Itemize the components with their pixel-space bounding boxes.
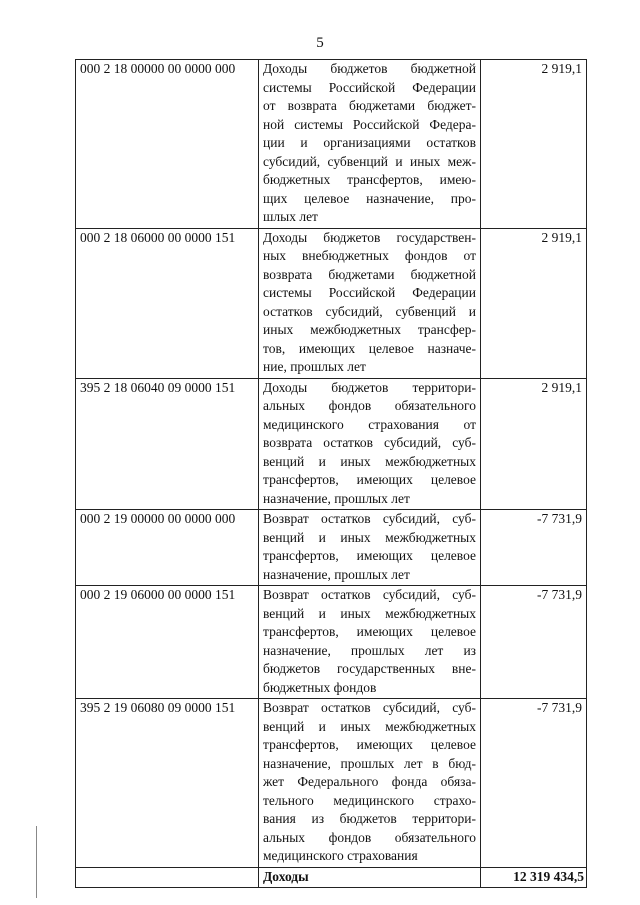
revenue-name-line: бюджетных фондов xyxy=(263,679,377,695)
revenue-name-line: венций и иных межбюджетных xyxy=(263,453,476,469)
revenue-name-line: возврата бюджетами бюджетной xyxy=(263,266,476,282)
revenue-name-line: бюджетных трансфертов, имею- xyxy=(263,172,476,187)
revenue-name-line: назначение, прошлых лет в бюд- xyxy=(263,755,476,771)
revenue-name-line: назначение, прошлых лет из xyxy=(263,642,476,658)
budget-code-cell: 395 2 19 06080 09 0000 151 xyxy=(76,699,259,868)
revenue-name-line: венций и иных межбюджетных xyxy=(263,605,476,621)
revenue-name-line: ных внебюджетных фондов от xyxy=(263,248,476,263)
amount-cell: 2 919,1 xyxy=(481,228,587,378)
total-row xyxy=(76,867,587,888)
budget-code-cell: 395 2 18 06040 09 0000 151 xyxy=(76,378,259,510)
revenue-name-cell xyxy=(259,228,481,378)
table-row xyxy=(76,699,587,868)
amount-cell: 2 919,1 xyxy=(481,378,587,510)
revenue-name-line: Доходы бюджетов территори- xyxy=(263,379,476,395)
revenue-name-line: жет Федерального фонда обяза- xyxy=(263,774,476,789)
budget-revenue-table xyxy=(75,59,587,888)
scan-margin-line xyxy=(36,826,37,898)
revenue-name-cell xyxy=(259,378,481,510)
revenue-name-line: щих целевое назначение, про- xyxy=(263,190,476,206)
total-code-cell xyxy=(76,867,259,888)
revenue-name-line: системы Российской Федерации xyxy=(263,285,476,300)
revenue-name-line: остатков субсидий, субвенций и xyxy=(263,303,476,319)
page-number: 5 xyxy=(316,35,324,51)
revenue-name-line: трансфертов, имеющих целевое xyxy=(263,472,476,487)
revenue-name-line: вания из бюджетов территори- xyxy=(263,811,476,826)
total-amount-cell: 12 319 434,5 xyxy=(481,867,587,888)
revenue-name-line: альных фондов обязательного xyxy=(263,829,476,845)
budget-code-cell: 000 2 19 06000 00 0000 151 xyxy=(76,586,259,699)
revenue-name-line: назначение, прошлых лет xyxy=(263,566,410,582)
table-row xyxy=(76,378,587,510)
revenue-name-line: альных фондов обязательного xyxy=(263,398,476,413)
revenue-name-line: иных межбюджетных трансфер- xyxy=(263,322,476,337)
revenue-name-line: Возврат остатков субсидий, суб- xyxy=(263,511,476,526)
revenue-name-cell xyxy=(259,60,481,229)
table-row xyxy=(76,510,587,586)
revenue-name-line: ние, прошлых лет xyxy=(263,359,366,374)
revenue-name-line: венций и иных межбюджетных xyxy=(263,718,476,734)
revenue-name-line: Доходы бюджетов бюджетной xyxy=(263,61,476,76)
table-body xyxy=(76,60,587,888)
revenue-name-cell xyxy=(259,510,481,586)
revenue-name-line: трансфертов, имеющих целевое xyxy=(263,548,476,563)
revenue-name-line: бюджетов государственных вне- xyxy=(263,661,476,676)
revenue-name-line: шлых лет xyxy=(263,209,318,224)
revenue-name-line: назначение, прошлых лет xyxy=(263,490,410,506)
budget-code-cell: 000 2 19 00000 00 0000 000 xyxy=(76,510,259,586)
budget-code-cell: 000 2 18 06000 00 0000 151 xyxy=(76,228,259,378)
revenue-name-line: возврата остатков субсидий, суб- xyxy=(263,435,476,450)
revenue-name-line: от возврата бюджетами бюджет- xyxy=(263,98,476,113)
table-row xyxy=(76,586,587,699)
revenue-name-line: Возврат остатков субсидий, суб- xyxy=(263,700,476,715)
revenue-name-line: системы Российской Федерации xyxy=(263,79,476,95)
amount-cell: -7 731,9 xyxy=(481,510,587,586)
revenue-name-line: Доходы бюджетов государствен- xyxy=(263,229,476,245)
table-row xyxy=(76,228,587,378)
revenue-name-line: субсидий, субвенций и иных меж- xyxy=(263,153,476,169)
revenue-name-line: ной системы Российской Федера- xyxy=(263,116,476,132)
revenue-name-line: Возврат остатков субсидий, суб- xyxy=(263,587,476,602)
revenue-name-line: трансфертов, имеющих целевое xyxy=(263,624,476,639)
revenue-name-line: медицинского страхования xyxy=(263,848,418,863)
revenue-name-cell xyxy=(259,586,481,699)
budget-code-cell: 000 2 18 00000 00 0000 000 xyxy=(76,60,259,229)
revenue-name-cell xyxy=(259,699,481,868)
amount-cell: -7 731,9 xyxy=(481,586,587,699)
revenue-name-line: ции и организациями остатков xyxy=(263,135,476,150)
revenue-name-line: венций и иных межбюджетных xyxy=(263,529,476,545)
revenue-name-line: тельного медицинского страхо- xyxy=(263,792,476,808)
amount-cell: -7 731,9 xyxy=(481,699,587,868)
revenue-name-line: тов, имеющих целевое назначе- xyxy=(263,340,476,356)
revenue-name-line: трансфертов, имеющих целевое xyxy=(263,737,476,752)
total-label-cell: Доходы xyxy=(259,867,481,888)
table-row xyxy=(76,60,587,229)
amount-cell: 2 919,1 xyxy=(481,60,587,229)
revenue-name-line: медицинского страхования от xyxy=(263,416,476,432)
